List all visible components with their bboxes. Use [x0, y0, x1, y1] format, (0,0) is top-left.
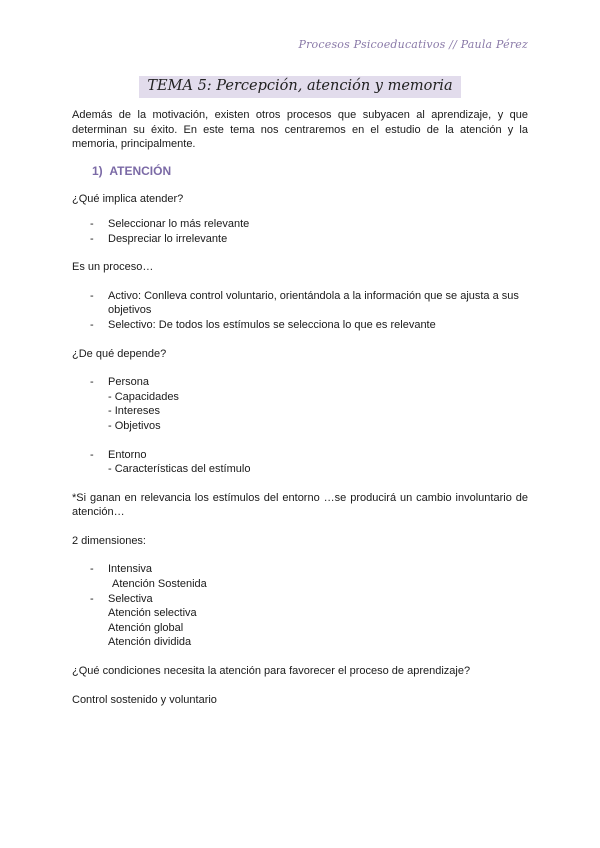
- list-item-intensiva: [72, 562, 528, 591]
- list-entorno: [72, 448, 528, 477]
- list-item: - Seleccionar lo más relevante: [72, 217, 528, 232]
- list-item-entorno: [72, 448, 528, 477]
- document-body: [72, 108, 528, 707]
- selectiva-label: - Selectiva: [108, 592, 153, 605]
- list-item-persona: [72, 375, 528, 433]
- persona-sub: - Intereses: [108, 405, 160, 418]
- list-item: - Selectivo: De todos los estímulos se selecciona lo que es relevante: [72, 318, 528, 333]
- list-q1: [72, 217, 528, 246]
- answer-text: Control sostenido y voluntario: [72, 693, 217, 706]
- title-wrap: [0, 76, 600, 98]
- section-number: 1): [92, 163, 103, 178]
- persona-label: - Persona: [108, 376, 149, 389]
- note-paragraph: *Si ganan en relevancia los estímulos del entorno …se producirá un cambio involuntario de atención…: [72, 491, 528, 519]
- section-heading: [92, 164, 528, 179]
- list-item: - Despreciar lo irrelevante: [72, 232, 528, 247]
- list-item-selectiva: [72, 592, 528, 650]
- list-q2: [72, 289, 528, 333]
- intensiva-label: - Intensiva: [108, 563, 153, 576]
- page-header: Procesos Psicoeducativos // Paula Pérez: [298, 38, 528, 51]
- persona-sub: - Capacidades: [108, 390, 179, 403]
- selectiva-sub: Atención global: [108, 621, 184, 634]
- list-dimensions: [72, 562, 528, 650]
- question-1: ¿Qué implica atender?: [72, 193, 184, 206]
- selectiva-sub: Atención selectiva: [108, 607, 197, 620]
- intro-paragraph: Además de la motivación, existen otros procesos que subyacen al aprendizaje, y que determinan su éxito. En este tema nos centraremos en el estudio de la atención y la memoria, principalmente.: [72, 109, 528, 151]
- dimensions-label: 2 dimensiones:: [72, 534, 146, 547]
- section-label: ATENCIÓN: [109, 163, 172, 178]
- list-item: - Activo: Conlleva control voluntario, orientándola a la información que se ajusta a sus objetivos: [72, 289, 528, 318]
- question-2: Es un proceso…: [72, 261, 154, 274]
- list-persona: [72, 375, 528, 433]
- entorno-sub: - Características del estímulo: [108, 463, 251, 476]
- question-4: ¿Qué condiciones necesita la atención para favorecer el proceso de aprendizaje?: [72, 665, 471, 678]
- selectiva-sub: Atención dividida: [108, 636, 192, 649]
- intensiva-sub: Atención Sostenida: [112, 578, 207, 591]
- entorno-label: - Entorno: [108, 448, 147, 461]
- page-title: TEMA 5: Percepción, atención y memoria: [139, 76, 460, 98]
- question-3: ¿De qué depende?: [72, 347, 167, 360]
- persona-sub: - Objetivos: [108, 419, 161, 432]
